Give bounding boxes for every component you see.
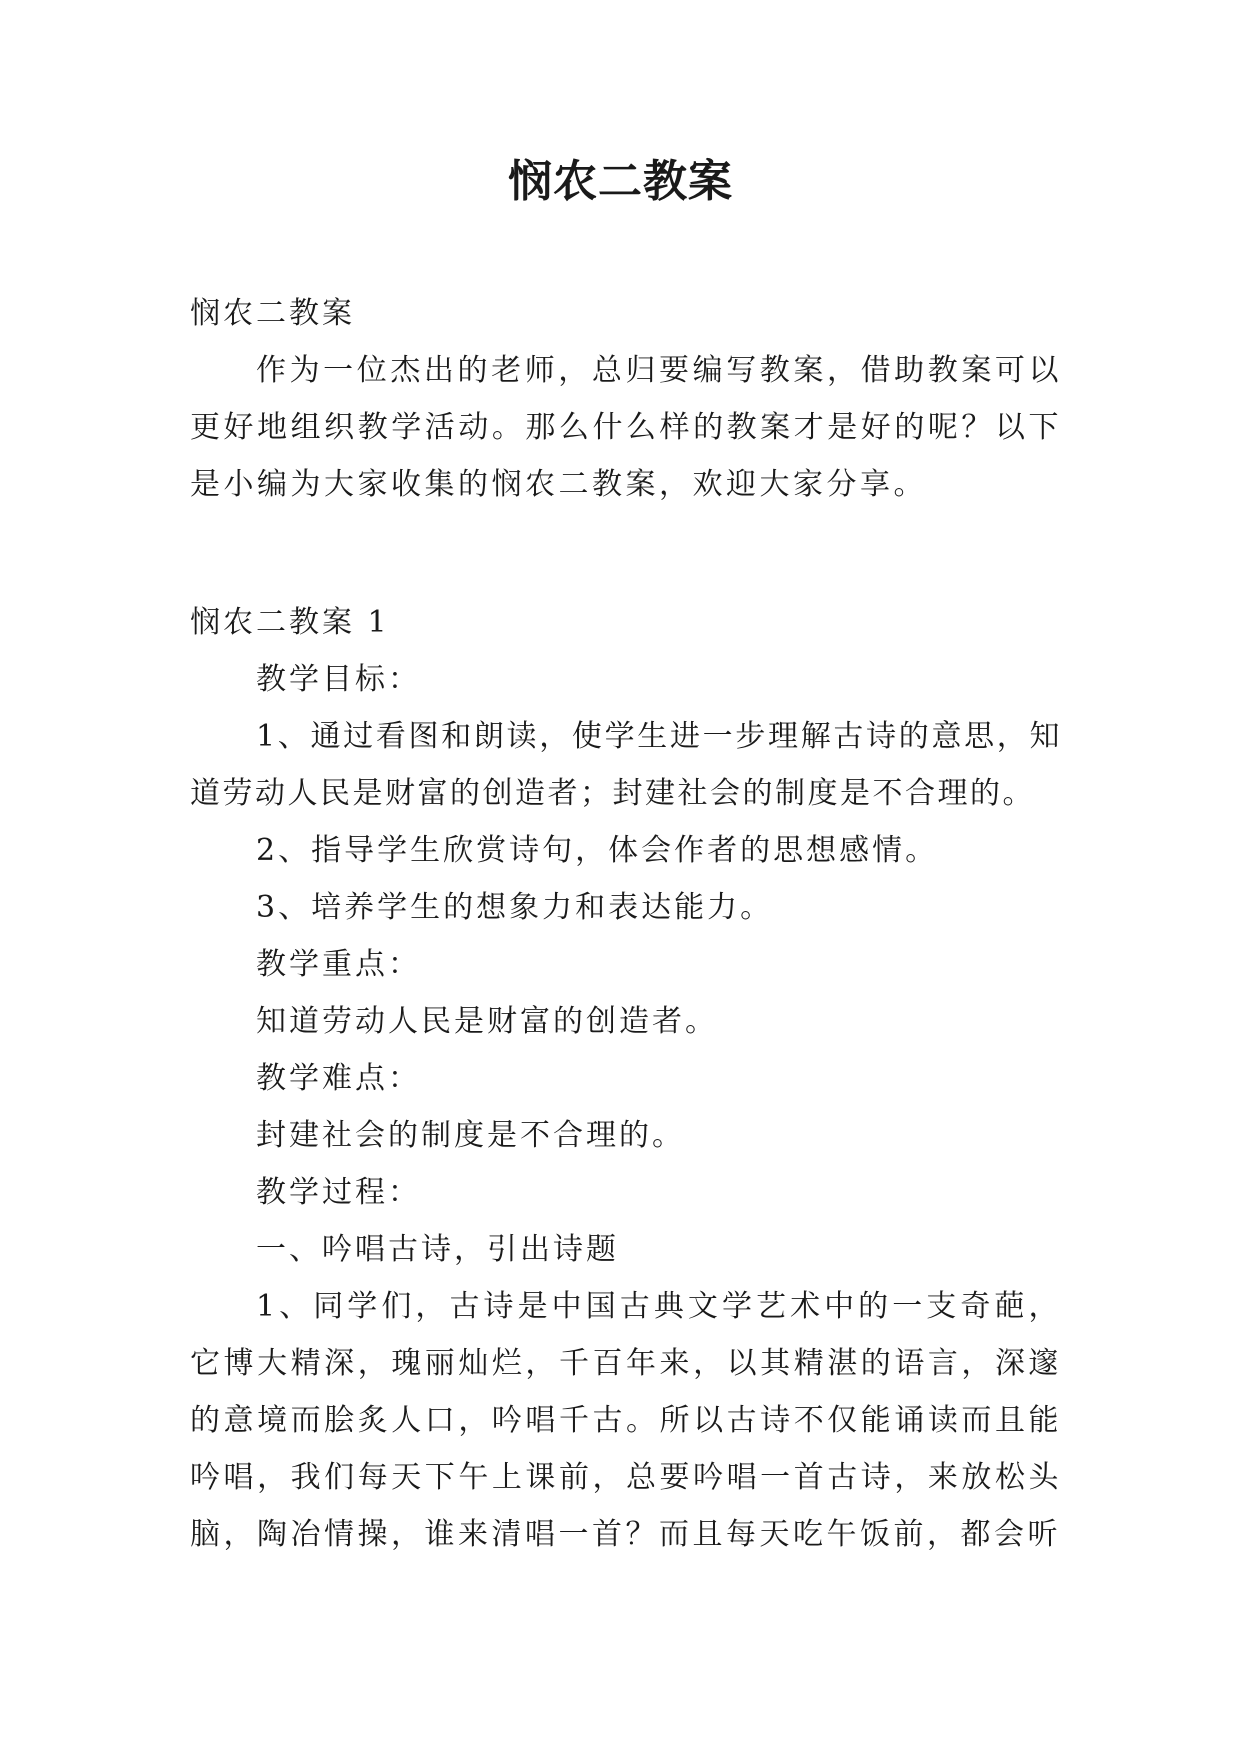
difficulty-label: 教学难点： — [256, 1061, 421, 1096]
intro-heading: 悯农二教案 — [190, 296, 355, 331]
difficulty-text: 封建社会的制度是不合理的。 — [256, 1118, 685, 1153]
goal-3: 3、培养学生的想象力和表达能力。 — [256, 890, 774, 925]
goal-1: 1、通过看图和朗读，使学生进一步理解古诗的意思，知道劳动人民是财富的创造者；封建社会的制度是不合理的。 — [190, 719, 1062, 811]
key-text: 知道劳动人民是财富的创造者。 — [256, 1004, 718, 1039]
process-label: 教学过程： — [256, 1175, 421, 1210]
intro-paragraph: 作为一位杰出的老师，总归要编写教案，借助教案可以更好地组织教学活动。那么什么样的教案才是好的呢？以下是小编为大家收集的悯农二教案，欢迎大家分享。 — [190, 353, 1062, 502]
key-label: 教学重点： — [256, 947, 421, 982]
document-body — [190, 286, 1062, 1563]
goals-label: 教学目标： — [256, 662, 421, 697]
document-title: 悯农二教案 — [508, 156, 733, 207]
step1-heading: 一、吟唱古诗，引出诗题 — [256, 1232, 619, 1267]
section1-heading: 悯农二教案 1 — [190, 605, 390, 640]
goal-2: 2、指导学生欣赏诗句，体会作者的思想感情。 — [256, 833, 939, 868]
step1-paragraph: 1、同学们，古诗是中国古典文学艺术中的一支奇葩，它博大精深，瑰丽灿烂，千百年来，以其精湛的语言，深邃的意境而脍炙人口，吟唱千古。所以古诗不仅能诵读而且能吟唱，我们每天下午上课前，总要吟唱一首古诗，来放松头脑，陶冶情操，谁来清唱一首？而且每天吃午饭前，都会听 — [190, 1289, 1062, 1552]
